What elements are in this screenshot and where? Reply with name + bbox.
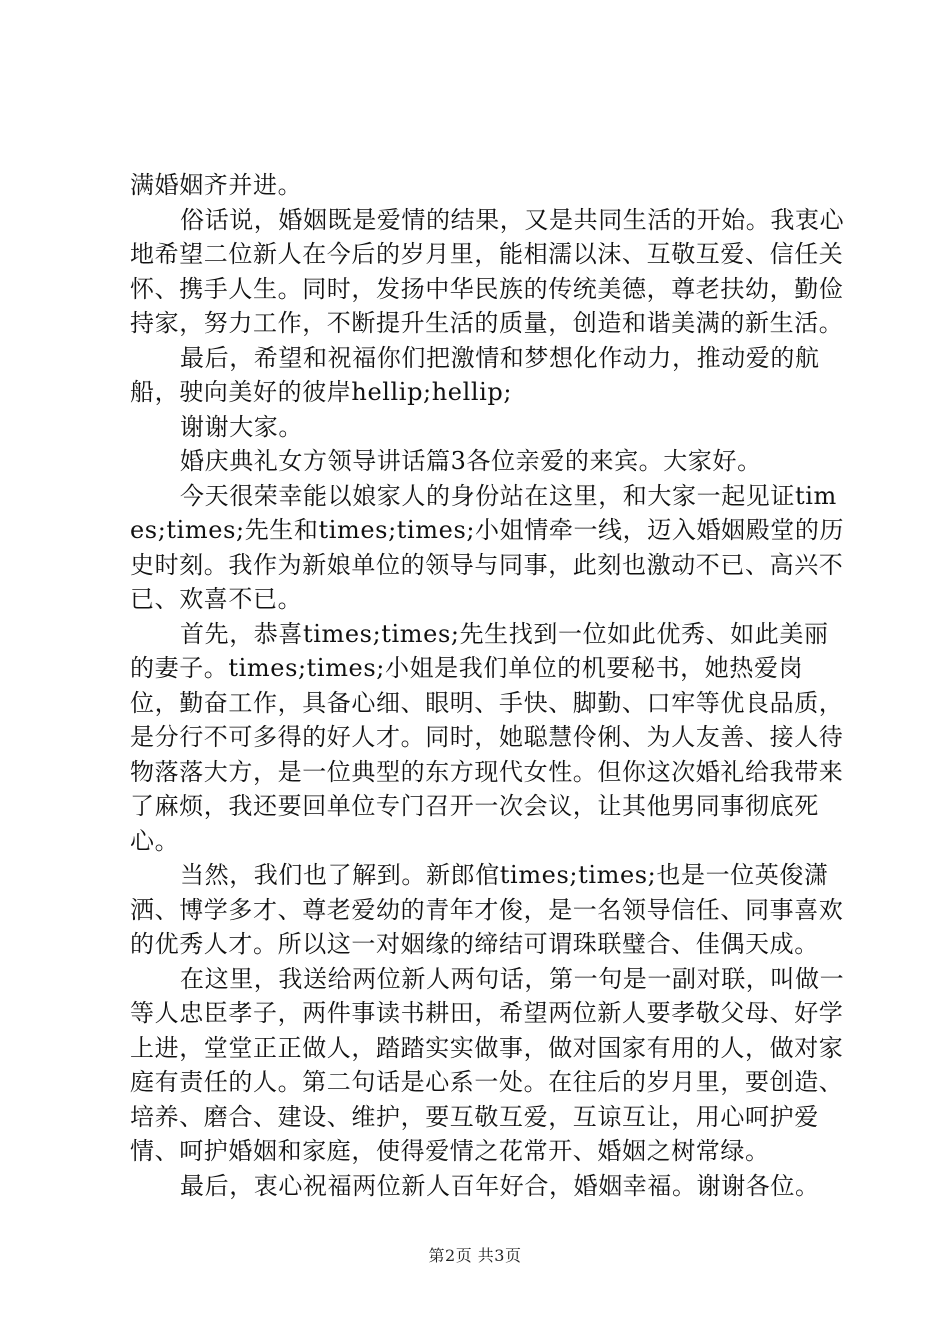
paragraph-6: 今天很荣幸能以娘家人的身份站在这里，和大家一起见证times;times;先生和times;times;小姐情牵一线，迈入婚姻殿堂的历史时刻。我作为新娘单位的领导与同事，此刻也激动不已、高兴不已、欢喜不已。 <box>130 481 845 613</box>
document-body <box>130 168 850 1203</box>
paragraph-7: 首先，恭喜times;times;先生找到一位如此优秀、如此美丽的妻子。times;times;小姐是我们单位的机要秘书，她热爱岗位，勤奋工作，具备心细、眼明、手快、脚勤、口牢等优良品质，是分行不可多得的好人才。同时，她聪慧伶俐、为人友善、接人待物落落大方，是一位典型的东方现代女性。但你这次婚礼给我带来了麻烦，我还要回单位专门召开一次会议，让其他男同事彻底死心。 <box>130 619 844 855</box>
paragraph-3: 最后，希望和祝福你们把激情和梦想化作动力，推动爱的航船，驶向美好的彼岸hellip;hellip; <box>130 343 820 406</box>
paragraph-2: 俗话说，婚姻既是爱情的结果，又是共同生活的开始。我衷心地希望二位新人在今后的岁月里，能相濡以沫、互敬互爱、信任关怀、携手人生。同时，发扬中华民族的传统美德，尊老扶幼，勤俭持家，努力工作，不断提升生活的质量，创造和谐美满的新生活。 <box>130 205 845 337</box>
page-number-label: 第2页 共3页 <box>428 1246 522 1265</box>
paragraph-1: 满婚姻齐并进。 <box>130 171 303 199</box>
paragraph-10: 最后，衷心祝福两位新人百年好合，婚姻幸福。谢谢各位。 <box>180 1171 820 1200</box>
paragraph-9: 在这里，我送给两位新人两句话，第一句是一副对联，叫做一等人忠臣孝子，两件事读书耕田，希望两位新人要孝敬父母、好学上进，堂堂正正做人，踏踏实实做事，做对国家有用的人，做对家庭有责任的人。第二句话是心系一处。在往后的岁月里，要创造、培养、磨合、建设、维护，要互敬互爱，互谅互让，用心呵护爱情、呵护婚姻和家庭，使得爱情之花常开、婚姻之树常绿。 <box>130 964 845 1165</box>
paragraph-8: 当然，我们也了解到。新郎倌times;times;也是一位英俊潇洒、博学多才、尊老爱幼的青年才俊，是一名领导信任、同事喜欢的优秀人才。所以这一对姻缘的缔结可谓珠联璧合、佳偶天成。 <box>130 861 844 958</box>
page-footer <box>0 1243 950 1266</box>
paragraph-4: 谢谢大家。 <box>180 412 303 441</box>
paragraph-5: 婚庆典礼女方领导讲话篇3各位亲爱的来宾。大家好。 <box>180 447 762 475</box>
